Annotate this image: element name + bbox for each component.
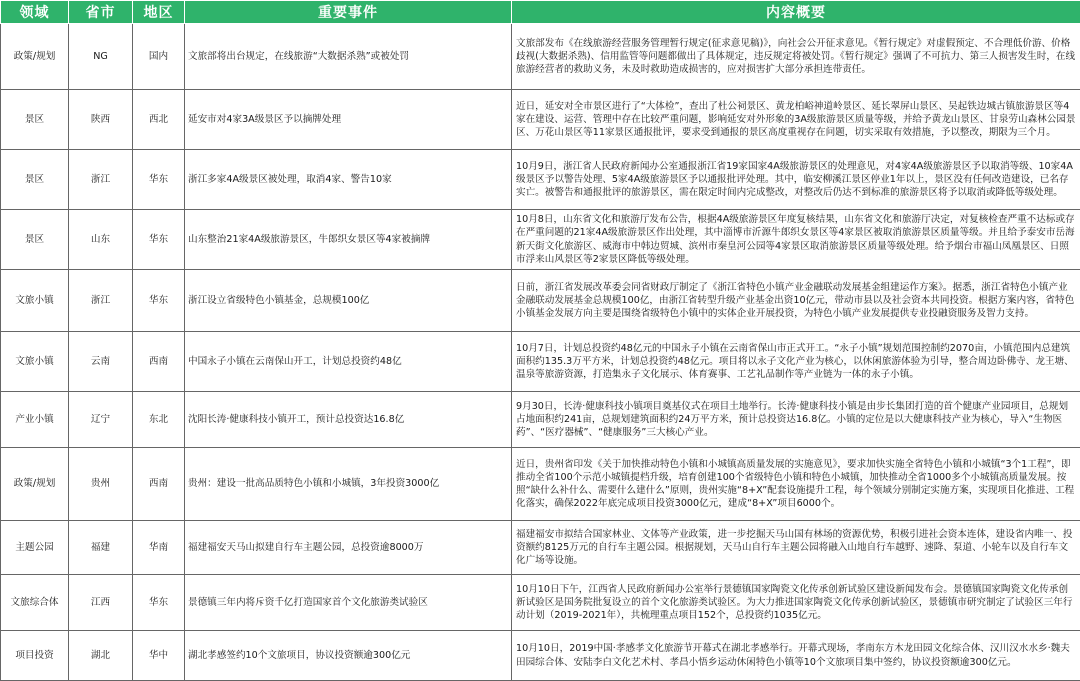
cell-region: 西南	[133, 332, 185, 392]
cell-summary	[512, 210, 1080, 270]
cell-field: 项目投资	[1, 631, 69, 681]
table-row	[1, 90, 1080, 150]
cell-province: 云南	[69, 332, 133, 392]
header-field: 领域	[1, 1, 69, 24]
cell-field: 文旅综合体	[1, 575, 69, 631]
cell-summary	[512, 270, 1080, 332]
cell-region: 华东	[133, 150, 185, 210]
cell-event: 贵州：建设一批高品质特色小镇和小城镇，3年投资3000亿	[185, 448, 512, 521]
cell-event: 文旅部将出台规定，在线旅游“大数据杀熟”或被处罚	[185, 24, 512, 90]
cell-field: 产业小镇	[1, 392, 69, 448]
cell-field: 景区	[1, 150, 69, 210]
cell-summary	[512, 521, 1080, 575]
cell-field: 景区	[1, 90, 69, 150]
summary-text: 10月8日，山东省文化和旅游厅发布公告，根据4A级旅游景区年度复核结果，山东省文化和旅游厅决定，对复核检查严重不达标或存在严重问题的21家4A级旅游景区作出处理，其中淄博市沂源牛郎织女景区等4家景区被取消旅游景区质量等级。并且给予泰安市岳海新天街文化旅游区、威海市中韩边贸城、滨州市秦皇河公园等4家景区取消旅游景区质量等级处理。给予烟台市福山凤凰景区、日照市浮来山风景区等2家景区降低等级处理。	[516, 213, 1076, 266]
cell-region: 华南	[133, 521, 185, 575]
cell-event: 延安市对4家3A级景区予以摘牌处理	[185, 90, 512, 150]
table-row	[1, 150, 1080, 210]
header-province: 省市	[69, 1, 133, 24]
cell-summary	[512, 575, 1080, 631]
cell-province: 贵州	[69, 448, 133, 521]
cell-province: NG	[69, 24, 133, 90]
cell-province: 浙江	[69, 150, 133, 210]
cell-region: 华东	[133, 210, 185, 270]
summary-text: 10月10日下午，江西省人民政府新闻办公室举行景德镇国家陶瓷文化传承创新试验区建设新闻发布会。景德镇国家陶瓷文化传承创新试验区是国务院批复设立的首个文化旅游类试验区。为大力推进国家陶瓷文化传承创新试验区，景德镇市研究制定了试验区三年行动计划（2019-2021年），共梳理重点项目152个，总投资约1035亿元。	[516, 583, 1076, 623]
summary-text: 文旅部发布《在线旅游经营服务管理暂行规定(征求意见稿)》，向社会公开征求意见。《暂行规定》对虚假预定、不合理低价游、价格歧视(大数据杀熟)、信用监管等问题都做出了具体规定，违反规定将被处罚。《暂行规定》强调了不可抗力、第三人损害发生时，在线旅游经营者的救助义务，未及时救助造成损害的，应对损害扩大部分承担连带责任。	[516, 37, 1076, 77]
cell-field: 文旅小镇	[1, 332, 69, 392]
cell-summary	[512, 24, 1080, 90]
table-row	[1, 575, 1080, 631]
summary-text: 日前，浙江省发展改革委会同省财政厅制定了《浙江省特色小镇产业金融联动发展基金组建运作方案》。据悉，浙江省特色小镇产业金融联动发展基金总规模100亿，由浙江省转型升级产业基金出资10亿元，带动市县以及社会资本共同投资。根据方案内容，省特色小镇基金发展方向主要是围绕省级特色小镇中的实体企业开展投资，为特色小镇产业发展提供专业投融资服务及智力支持。	[516, 281, 1076, 321]
cell-event: 沈阳长涛·健康科技小镇开工，预计总投资达16.8亿	[185, 392, 512, 448]
cell-event: 中国永子小镇在云南保山开工，计划总投资约48亿	[185, 332, 512, 392]
table-row	[1, 24, 1080, 90]
cell-summary	[512, 90, 1080, 150]
table-row	[1, 631, 1080, 681]
header-region: 地区	[133, 1, 185, 24]
table-row	[1, 332, 1080, 392]
cell-province: 浙江	[69, 270, 133, 332]
cell-event: 湖北孝感签约10个文旅项目，协议投资额逾300亿元	[185, 631, 512, 681]
cell-region: 西北	[133, 90, 185, 150]
header-row	[1, 1, 1080, 24]
table-row	[1, 448, 1080, 521]
cell-field: 文旅小镇	[1, 270, 69, 332]
cell-field: 主题公园	[1, 521, 69, 575]
table-row	[1, 392, 1080, 448]
cell-event: 浙江设立省级特色小镇基金，总规模100亿	[185, 270, 512, 332]
cell-field: 政策/规划	[1, 448, 69, 521]
summary-text: 10月9日，浙江省人民政府新闻办公室通报浙江省19家国家4A级旅游景区的处理意见，对4家4A级旅游景区予以取消等级、10家4A级景区予以警告处理、5家4A级旅游景区予以通报批评处理。其中，临安柳溪江景区停业1年以上，景区没有任何改造建设，已名存实亡。被警告和通报批评的旅游景区，需在限定时间内完成整改，对整改后仍达不到标准的旅游景区将予以取消或降低等级处理。	[516, 160, 1076, 200]
cell-province: 山东	[69, 210, 133, 270]
cell-summary	[512, 631, 1080, 681]
summary-text: 10月10日，2019中国·孝感孝文化旅游节开幕式在湖北孝感举行。开幕式现场，孝南东方木龙田园文化综合体、汉川汉水水乡·魏夫田园综合体、安陆李白文化艺术村、孝昌小悟乡运动休闲特色小镇等10个文旅项目集中签约，协议投资额逾300亿元。	[516, 642, 1076, 668]
cell-region: 华中	[133, 631, 185, 681]
cell-province: 辽宁	[69, 392, 133, 448]
cell-summary	[512, 332, 1080, 392]
cell-summary	[512, 392, 1080, 448]
table-row	[1, 521, 1080, 575]
summary-text: 近日，贵州省印发《关于加快推动特色小镇和小城镇高质量发展的实施意见》，要求加快实施全省特色小镇和小城镇“3个1工程”，即推动全省100个示范小城镇提档升级，培育创建100个省级特色小镇和特色小城镇，加快推动全省1000多个小城镇高质量发展。按照“缺什么补什么、需要什么建什么”原则，贵州实施“8+X”配套设施提升工程，每个领域分别制定实施方案，实现项目化推进、工程化落实，确保2022年底完成项目投资3000亿元，建成“8+X”项目6000个。	[516, 458, 1076, 511]
cell-province: 湖北	[69, 631, 133, 681]
cell-province: 福建	[69, 521, 133, 575]
summary-text: 9月30日，长涛·健康科技小镇项目奠基仪式在项目土地举行。长涛·健康科技小镇是由步长集团打造的首个健康产业园项目，总规划占地面积约241亩，总规划建筑面积约24万平方米，预计总投资达16.8亿。小镇的定位是以大健康科技产业为核心，导入“生物医药”、“医疗器械”、“健康服务”三大核心产业。	[516, 400, 1076, 440]
cell-event: 福建福安天马山拟建自行车主题公园，总投资逾8000万	[185, 521, 512, 575]
cell-region: 华东	[133, 270, 185, 332]
cell-summary	[512, 150, 1080, 210]
cell-region: 国内	[133, 24, 185, 90]
summary-text: 10月7日，计划总投资约48亿元的中国永子小镇在云南省保山市正式开工。“永子小镇”规划范围控制约2070亩，小镇范围内总建筑面积约135.3万平方米，计划总投资约48亿元。项目将以永子文化产业为核心，以休闲旅游体验为引导，整合周边卧佛寺、龙王塘、温泉等旅游资源，打造集永子文化展示、体育赛事、工艺礼品制作等产业链为一体的永子小镇。	[516, 342, 1076, 382]
summary-text: 福建福安市拟结合国家林业、文体等产业政策，进一步挖掘天马山国有林场的资源优势，积极引进社会资本连体，建设省内唯一、投资额约8125万元的自行车主题公园。根据规划，天马山自行车主题公园将融入山地自行车越野、速降、泵道、小轮车以及自行车文化广场等设施。	[516, 528, 1076, 568]
table-row	[1, 210, 1080, 270]
cell-summary	[512, 448, 1080, 521]
cell-region: 东北	[133, 392, 185, 448]
cell-event: 景德镇三年内将斥资千亿打造国家首个文化旅游类试验区	[185, 575, 512, 631]
header-summary: 内容概要	[512, 1, 1080, 24]
summary-text: 近日，延安对全市景区进行了“大体检”，查出了杜公祠景区、黄龙柏峪神道岭景区、延长翠屏山景区、吴起铁边城古镇旅游景区等4家在建设、运营、管理中存在比较严重问题，影响延安对外形象的3A级旅游景区质量等级，并给予黄龙山景区、甘泉劳山森林公园景区、万花山景区等11家景区通报批评，要求受到通报的景区高度重视存在问题，切实采取有效措施，予以整改，期限为三个月。	[516, 100, 1076, 140]
cell-field: 政策/规划	[1, 24, 69, 90]
header-event: 重要事件	[185, 1, 512, 24]
cell-province: 江西	[69, 575, 133, 631]
cell-event: 浙江多家4A级景区被处理，取消4家、警告10家	[185, 150, 512, 210]
table-row	[1, 270, 1080, 332]
cell-region: 西南	[133, 448, 185, 521]
cell-province: 陕西	[69, 90, 133, 150]
cell-field: 景区	[1, 210, 69, 270]
cell-event: 山东整治21家4A级旅游景区，牛郎织女景区等4家被摘牌	[185, 210, 512, 270]
cell-region: 华东	[133, 575, 185, 631]
